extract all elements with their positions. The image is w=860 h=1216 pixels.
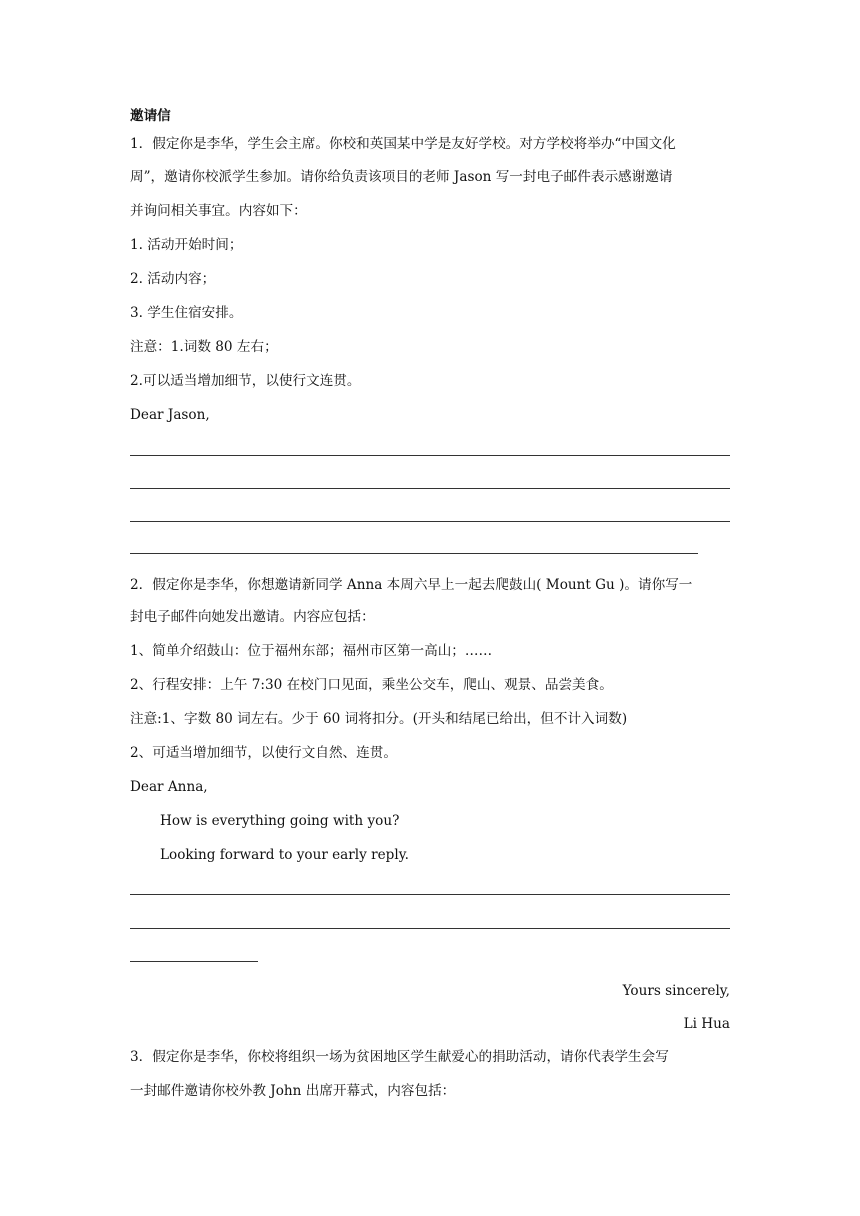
q2-item-1: 1、简单介绍鼓山：位于福州东部；福州市区第一高山；…… [130,643,493,659]
q2-salutation: Dear Anna, [130,779,208,795]
q1-prompt-line-2: 周”，邀请你校派学生参加。请你给负责该项目的老师 Jason 写一封电子邮件表示感谢邀请 [130,169,673,185]
q3-prompt-line-1: 3．假定你是李华，你校将组织一场为贫困地区学生献爱心的捐助活动，请你代表学生会写 [130,1049,669,1065]
q2-prompt-line-2: 封电子邮件向她发出邀请。内容应包括： [130,609,375,625]
q3-prompt-line-2: 一封邮件邀请你校外教 John 出席开幕式，内容包括： [130,1083,456,1099]
answer-line [130,894,730,895]
q1-salutation: Dear Jason, [130,407,210,423]
q2-note-1: 注意:1、字数 80 词左右。少于 60 词将扣分。(开头和结尾已给出，但不计入词数) [130,711,628,727]
q1-prompt-line-1: 1．假定你是李华，学生会主席。你校和英国某中学是友好学校。对方学校将举办“中国文化 [130,136,676,152]
q1-prompt-line-3: 并询问相关事宜。内容如下： [130,203,307,219]
q1-note-1: 注意：1.词数 80 左右； [130,339,278,355]
q1-item-2: 2. 活动内容； [130,271,216,287]
answer-line [130,928,730,929]
q2-letter-opening: How is everything going with you? [160,813,400,829]
q2-letter-closing: Looking forward to your early reply. [160,847,409,863]
answer-line [130,521,730,522]
answer-line [130,553,698,554]
answer-line [130,488,730,489]
q2-note-2: 2、可适当增加细节，以使行文自然、连贯。 [130,745,397,761]
q2-signature: Li Hua [683,1016,730,1032]
q2-signoff: Yours sincerely, [622,983,730,999]
answer-line [130,961,258,962]
answer-line [130,455,730,456]
q1-item-3: 3. 学生住宿安排。 [130,305,243,321]
q1-note-2: 2.可以适当增加细节，以使行文连贯。 [130,373,361,389]
q2-item-2: 2、行程安排：上午 7:30 在校门口见面，乘坐公交车，爬山、观景、品尝美食。 [130,677,613,693]
q1-item-1: 1. 活动开始时间； [130,237,243,253]
q2-prompt-line-1: 2．假定你是李华，你想邀请新同学 Anna 本周六早上一起去爬鼓山( Mount Gu )。请你写一 [130,577,693,593]
document-title: 邀请信 [130,108,171,124]
